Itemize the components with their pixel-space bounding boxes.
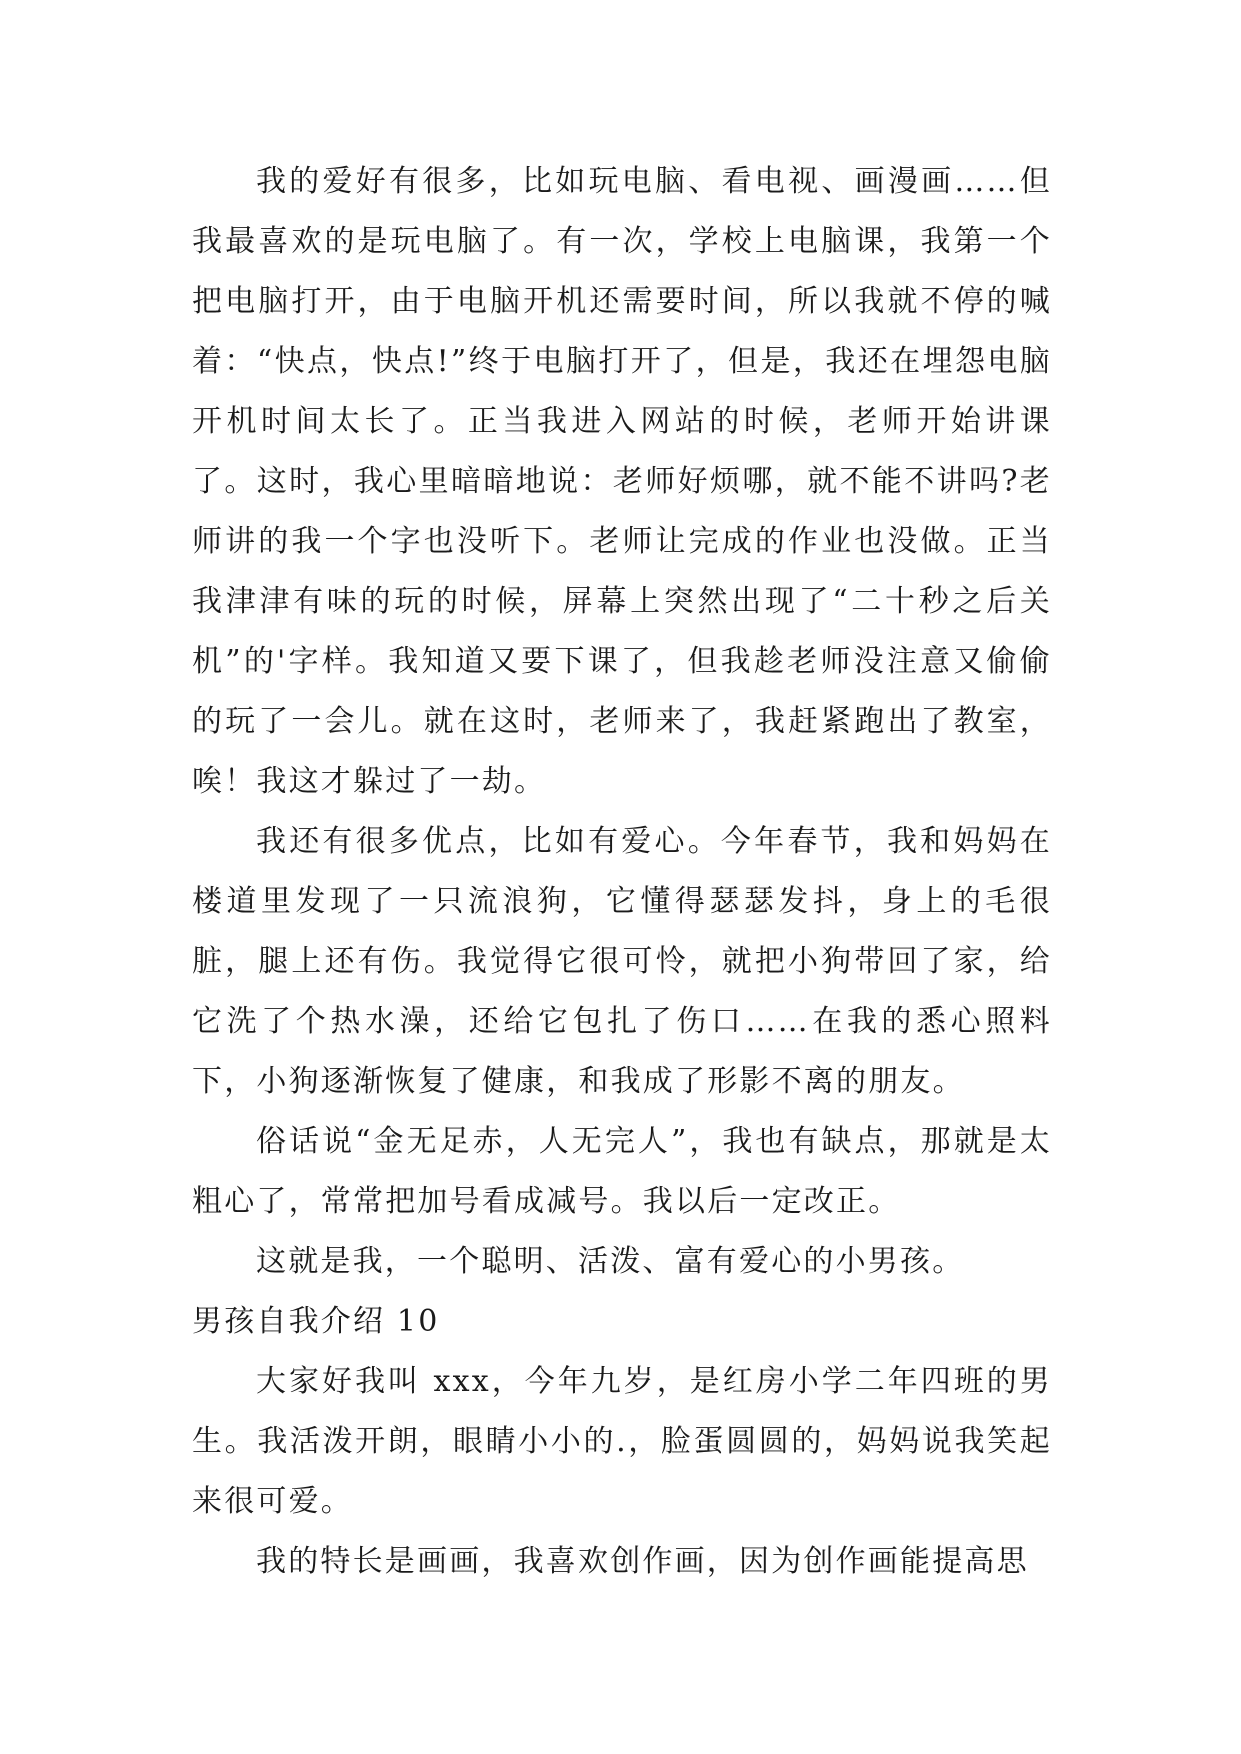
- paragraph-conclusion: 这就是我，一个聪明、活泼、富有爱心的小男孩。: [256, 1244, 965, 1279]
- paragraph-talent: 我的特长是画画，我喜欢创作画，因为创作画能提高思: [256, 1544, 1029, 1579]
- paragraph-hobby: 我的爱好有很多，比如玩电脑、看电视、画漫画……但我最喜欢的是玩电脑了。有一次，学校上电脑课，我第一个把电脑打开，由于电脑开机还需要时间，所以我就不停的喊着：“快点，快点!”终于电脑打开了，但是，我还在埋怨电脑开机时间太长了。正当我进入网站的时候，老师开始讲课了。这时，我心里暗暗地说：老师好烦哪，就不能不讲吗?老师讲的我一个字也没听下。老师让完成的作业也没做。正当我津津有味的玩的时候，屏幕上突然出现了“二十秒之后关机”的'字样。我知道又要下课了，但我趁老师没注意又偷偷的玩了一会儿。就在这时，老师来了，我赶紧跑出了教室，唉！我这才躲过了一劫。: [192, 164, 1052, 799]
- paragraph-introduction: 大家好我叫 xxx，今年九岁，是红房小学二年四班的男生。我活泼开朗，眼睛小小的.，脸蛋圆圆的，妈妈说我笑起来很可爱。: [192, 1364, 1052, 1519]
- document-page: [192, 152, 1052, 1592]
- paragraph-kindness: 我还有很多优点，比如有爱心。今年春节，我和妈妈在楼道里发现了一只流浪狗，它懂得瑟瑟发抖，身上的毛很脏，腿上还有伤。我觉得它很可怜，就把小狗带回了家，给它洗了个热水澡，还给它包扎了伤口……在我的悉心照料下，小狗逐渐恢复了健康，和我成了形影不离的朋友。: [192, 824, 1052, 1099]
- section-heading: 男孩自我介绍 10: [192, 1304, 440, 1339]
- paragraph-shortcoming: 俗话说“金无足赤，人无完人”，我也有缺点，那就是太粗心了，常常把加号看成减号。我以后一定改正。: [192, 1124, 1052, 1219]
